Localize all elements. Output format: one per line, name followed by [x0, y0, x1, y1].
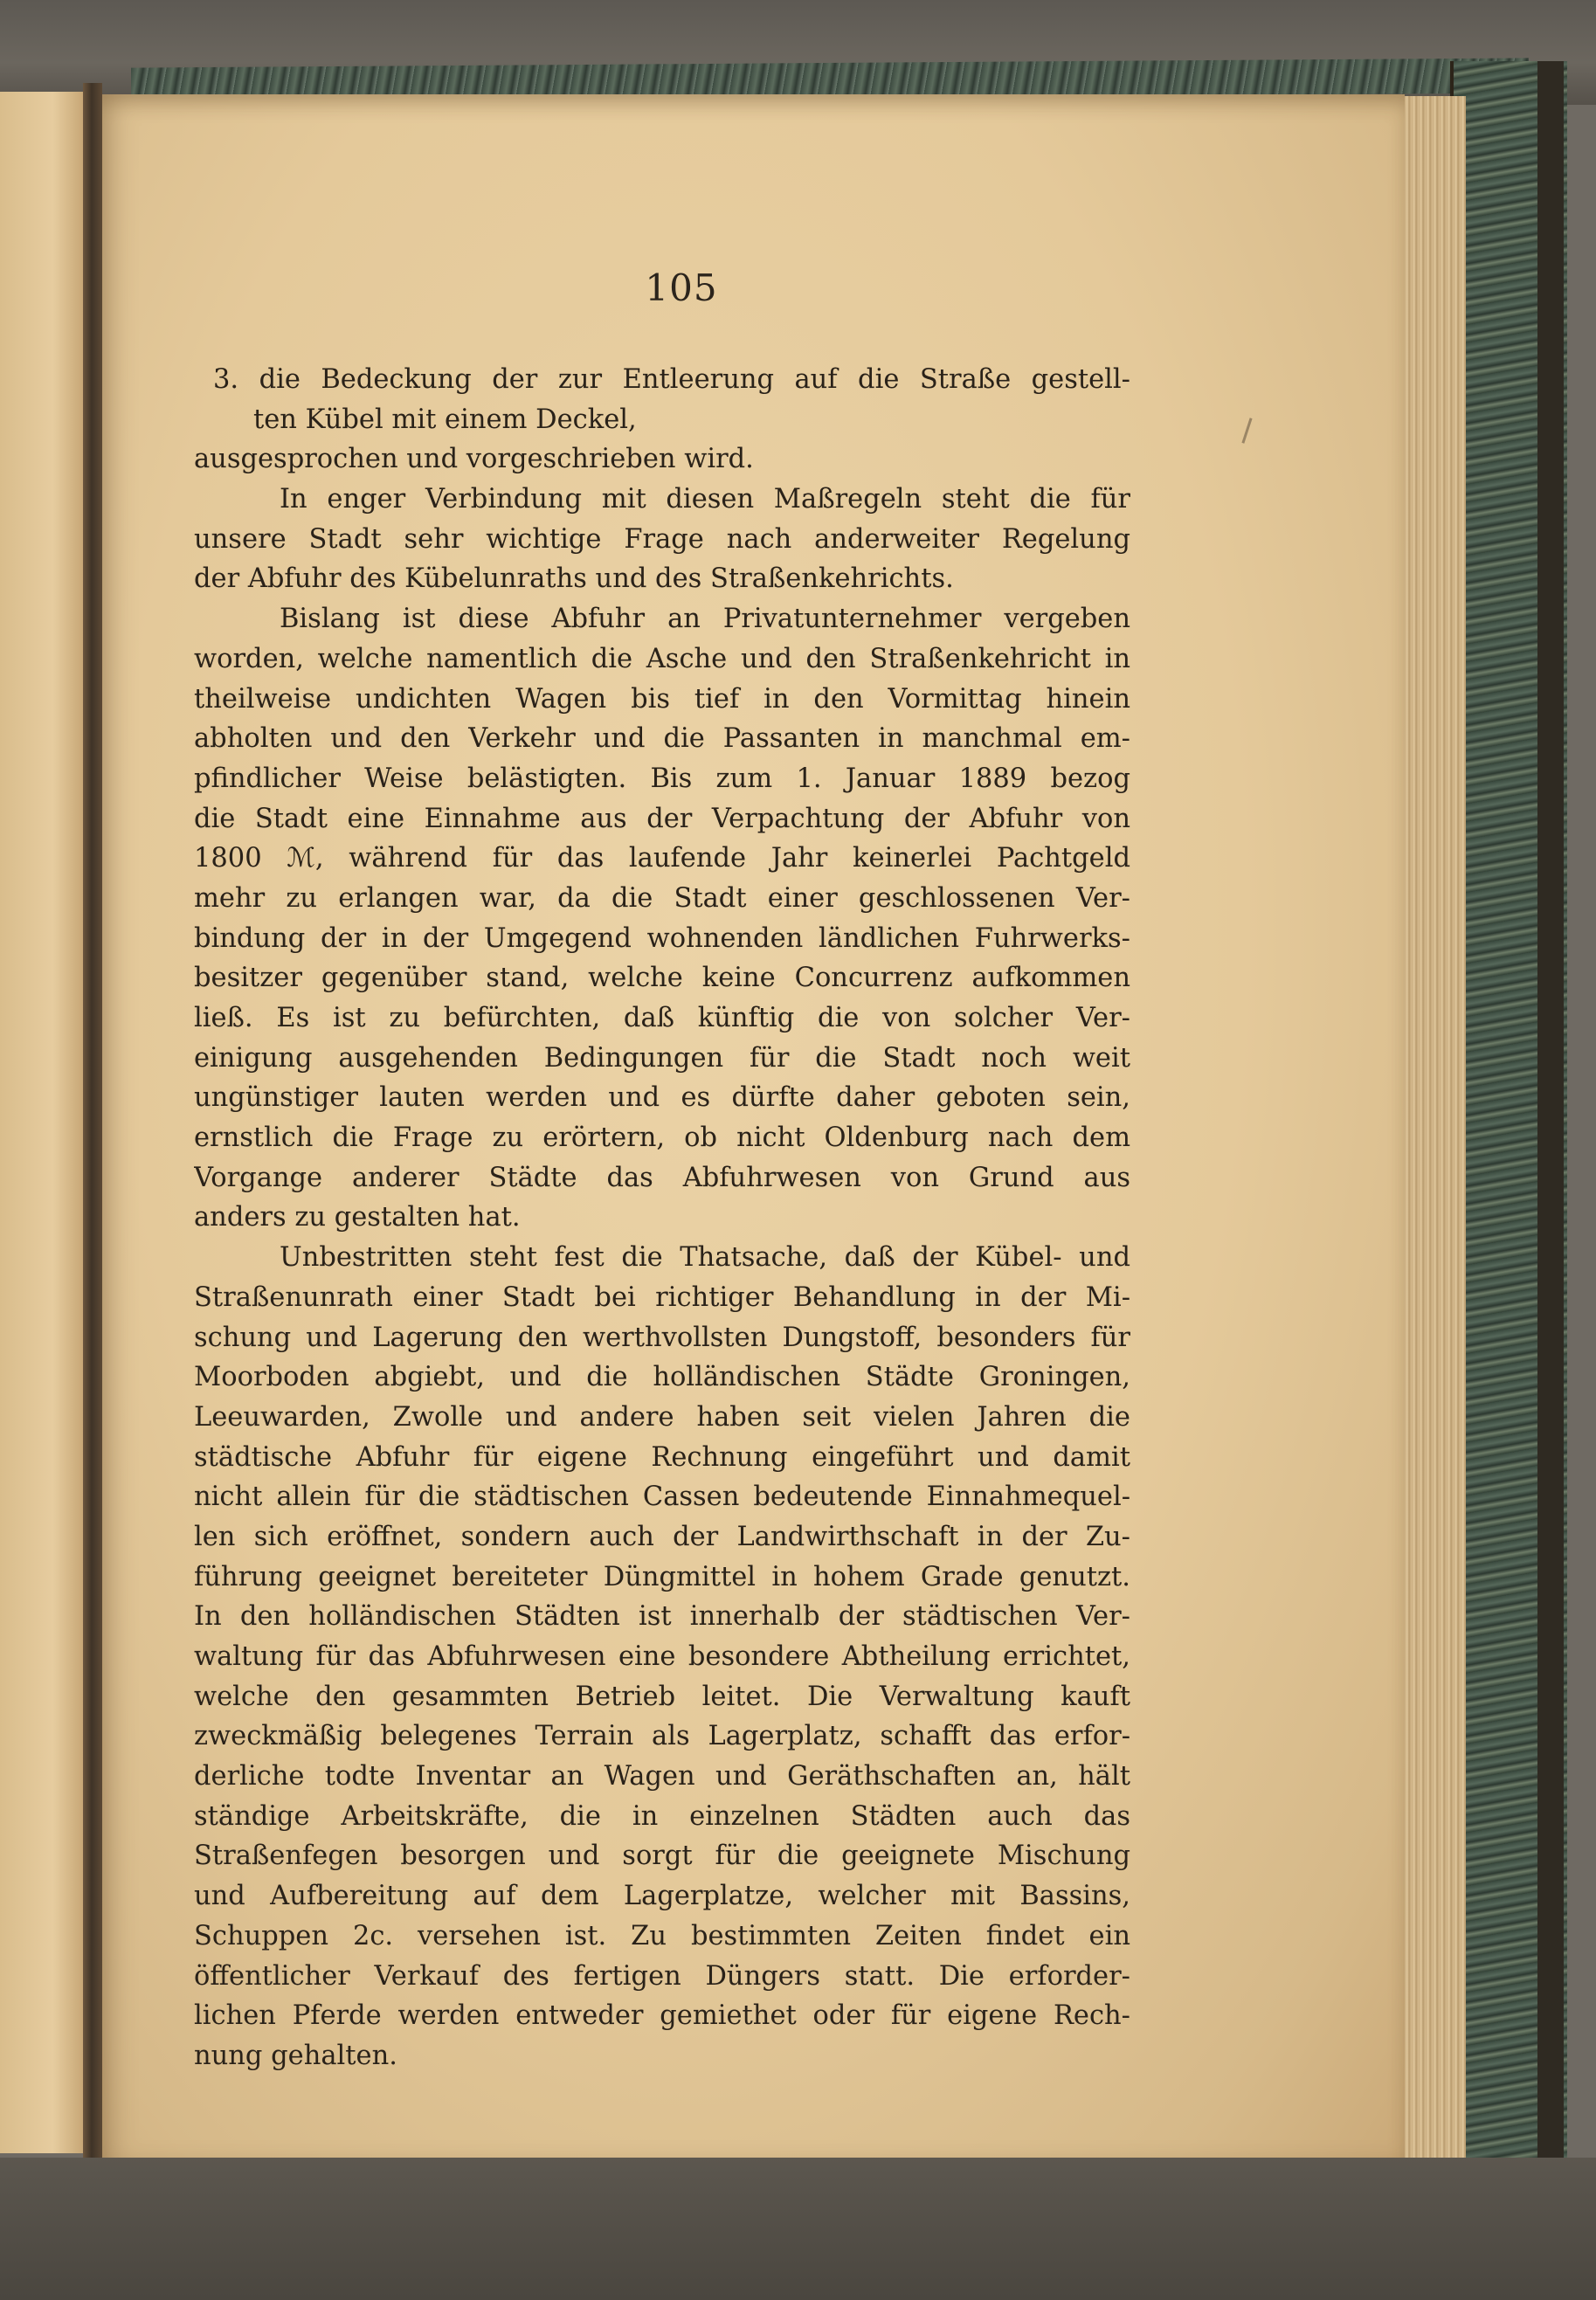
text-line: len sich eröffnet, sondern auch der Landwirthschaft in der Zu- — [194, 1521, 1130, 1552]
page-stack-edges — [1398, 96, 1466, 2166]
book-cover-edge — [1537, 61, 1564, 2201]
facing-page-edge — [0, 92, 96, 2153]
text-line: In enger Verbindung mit diesen Maßregeln steht die für — [280, 484, 1130, 515]
text-line: ernstlich die Frage zu erörtern, ob nicht Oldenburg nach dem — [194, 1122, 1130, 1154]
text-line: Schuppen 2c. versehen ist. Zu bestimmten Zeiten findet ein — [194, 1920, 1130, 1951]
text-line: Leeuwarden, Zwolle und andere haben seit vielen Jahren die — [194, 1401, 1130, 1433]
text-line: städtische Abfuhr für eigene Rechnung eingeführt und damit — [194, 1441, 1130, 1473]
text-line: worden, welche namentlich die Asche und den Straßenkehricht in — [194, 643, 1130, 674]
page-number: 105 — [645, 266, 718, 309]
text-line: lichen Pferde werden entweder gemiethet oder für eigene Rech- — [194, 2000, 1130, 2032]
text-line: derliche todte Inventar an Wagen und Geräthschaften an, hält — [194, 1761, 1130, 1792]
text-line: ungünstiger lauten werden und es dürfte daher geboten sein, — [194, 1082, 1130, 1114]
text-line: anders zu gestalten hat. — [194, 1202, 521, 1233]
text-line: ten Kübel mit einem Deckel, — [253, 404, 637, 435]
text-line: In den holländischen Städten ist innerhalb der städtischen Ver- — [194, 1601, 1130, 1633]
text-line: waltung für das Abfuhrwesen eine besondere Abtheilung errichtet, — [194, 1641, 1130, 1672]
text-line: Straßenunrath einer Stadt bei richtiger Behandlung in der Mi- — [194, 1281, 1130, 1313]
text-line: nicht allein für die städtischen Cassen bedeutende Einnahmequel- — [194, 1482, 1130, 1513]
text-line: unsere Stadt sehr wichtige Frage nach anderweiter Regelung — [194, 523, 1130, 555]
text-line: besitzer gegenüber stand, welche keine Concurrenz aufkommen — [194, 963, 1130, 994]
text-line: führung geeignet bereiteter Düngmittel in hohem Grade genutzt. — [194, 1561, 1130, 1592]
text-line: ausgesprochen und vorgeschrieben wird. — [194, 444, 754, 475]
text-line: bindung der in der Umgegend wohnenden ländlichen Fuhrwerks- — [194, 922, 1130, 954]
text-line: zweckmäßig belegenes Terrain als Lagerplatz, schafft das erfor- — [194, 1721, 1130, 1752]
text-line: die Stadt eine Einnahme aus der Verpachtung der Abfuhr von — [194, 803, 1130, 834]
text-line: ließ. Es ist zu befürchten, daß künftig die von solcher Ver- — [194, 1003, 1130, 1033]
text-line: welche den gesammten Betrieb leitet. Die Verwaltung kauft — [194, 1681, 1130, 1712]
text-line: Straßenfegen besorgen und sorgt für die geeignete Mischung — [194, 1841, 1130, 1872]
text-line: mehr zu erlangen war, da die Stadt einer geschlossenen Ver- — [194, 882, 1130, 914]
text-line: und Aufbereitung auf dem Lagerplatze, welcher mit Bassins, — [194, 1881, 1130, 1912]
text-line: öffentlicher Verkauf des fertigen Düngers statt. Die erforder- — [194, 1960, 1130, 1992]
book-gutter — [83, 83, 102, 2162]
text-line: 1800 ℳ, während für das laufende Jahr keinerlei Pachtgeld — [194, 843, 1130, 874]
text-line: ständige Arbeitskräfte, die in einzelnen Städten auch das — [194, 1800, 1130, 1832]
text-line: nung gehalten. — [194, 2040, 397, 2071]
text-line: Vorgange anderer Städte das Abfuhrwesen von Grund aus — [194, 1162, 1130, 1193]
text-line: abholten und den Verkehr und die Passanten in manchmal em- — [194, 723, 1130, 755]
text-line: Unbestritten steht fest die Thatsache, daß der Kübel- und — [280, 1242, 1130, 1274]
text-line: 3. die Bedeckung der zur Entleerung auf die Straße gestell- — [213, 364, 1130, 395]
text-line: schung und Lagerung den werthvollsten Dungstoff, besonders für — [194, 1322, 1130, 1353]
text-line: theilweise undichten Wagen bis tief in den Vormittag hinein — [194, 683, 1130, 715]
text-line: Bislang ist diese Abfuhr an Privatunternehmer vergeben — [280, 604, 1130, 635]
text-line: Moorboden abgiebt, und die holländischen Städte Groningen, — [194, 1362, 1130, 1393]
text-line: einigung ausgehenden Bedingungen für die Stadt noch weit — [194, 1042, 1130, 1074]
body-text — [194, 360, 1130, 2076]
text-line: pfindlicher Weise belästigten. Bis zum 1. Januar 1889 bezog — [194, 763, 1130, 794]
text-line: der Abfuhr des Kübelunraths und des Straßenkehrichts. — [194, 563, 954, 595]
scan-bottom-background — [0, 2158, 1596, 2300]
